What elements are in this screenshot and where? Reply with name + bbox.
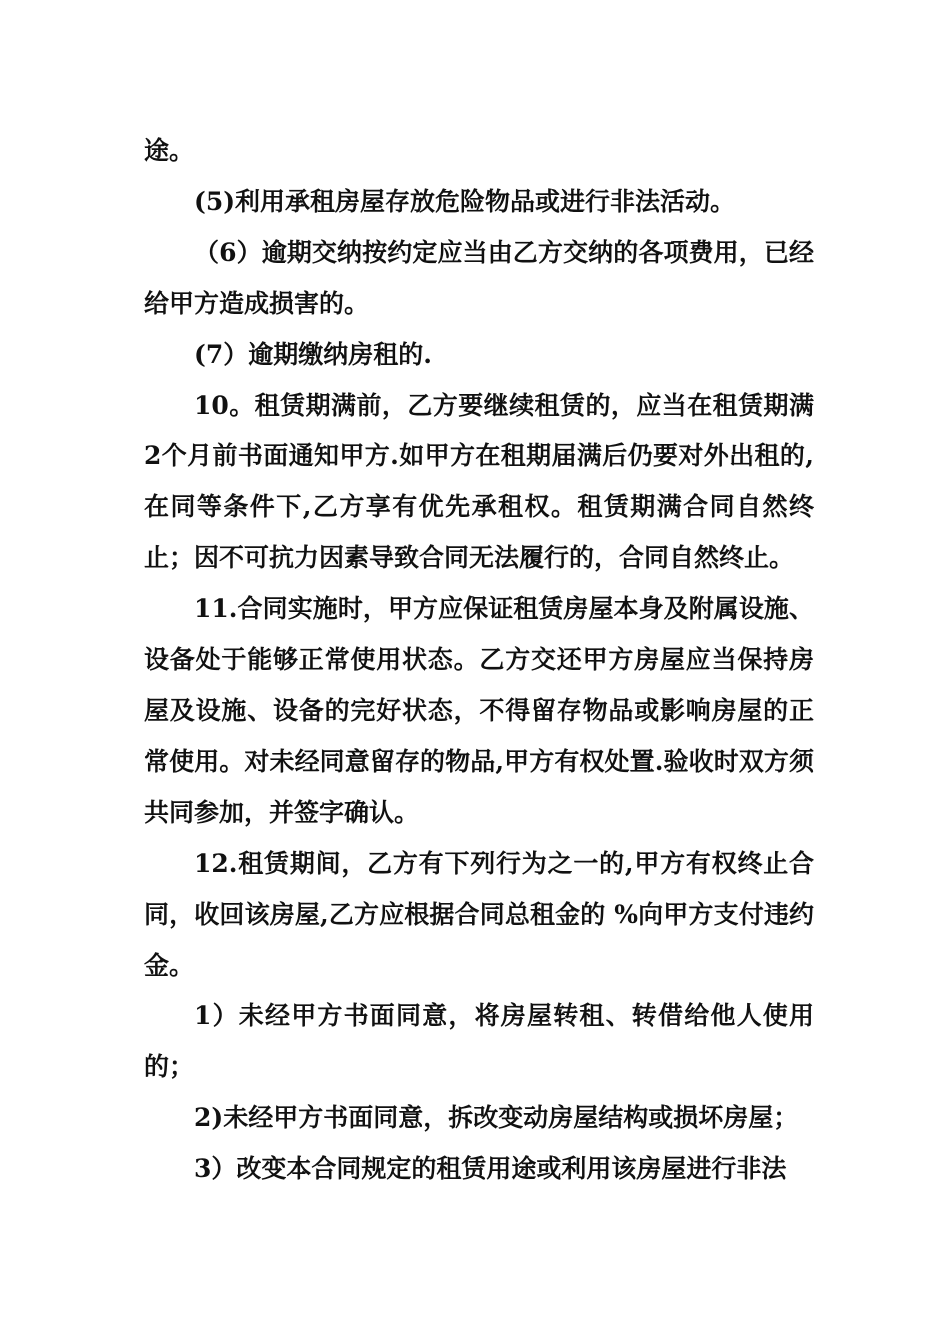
document-body [144,126,814,1195]
paragraph: 2)未经甲方书面同意，拆改变动房屋结构或损坏房屋； [194,1103,799,1133]
paragraph: 1）未经甲方书面同意，将房屋转租、转借给他人使用的； [144,1001,814,1082]
paragraph: (5)利用承租房屋存放危险物品或进行非法活动。 [194,186,736,216]
paragraph: 12.租赁期间，乙方有下列行为之一的,甲方有权终止合同，收回该房屋,乙方应根据合同总租金的 %向甲方支付违约金。 [144,848,814,980]
paragraph: （6）逾期交纳按约定应当由乙方交纳的各项费用，已经给甲方造成损害的。 [144,237,814,318]
paragraph: 3）改变本合同规定的租赁用途或利用该房屋进行非法 [194,1154,787,1184]
paragraph: 途。 [144,136,195,165]
paragraph: (7）逾期缴纳房租的. [194,339,432,369]
paragraph: 10。租赁期满前，乙方要继续租赁的，应当在租赁期满2个月前书面通知甲方.如甲方在租期届满后仍要对外出租的,在同等条件下,乙方享有优先承租权。租赁期满合同自然终止；因不可抗力因素导致合同无法履行的，合同自然终止。 [144,390,814,573]
paragraph: 11.合同实施时，甲方应保证租赁房屋本身及附属设施、设备处于能够正常使用状态。乙方交还甲方房屋应当保持房屋及设施、设备的完好状态，不得留存物品或影响房屋的正常使用。对未经同意留存的物品,甲方有权处置.验收时双方须共同参加，并签字确认。 [144,594,814,827]
